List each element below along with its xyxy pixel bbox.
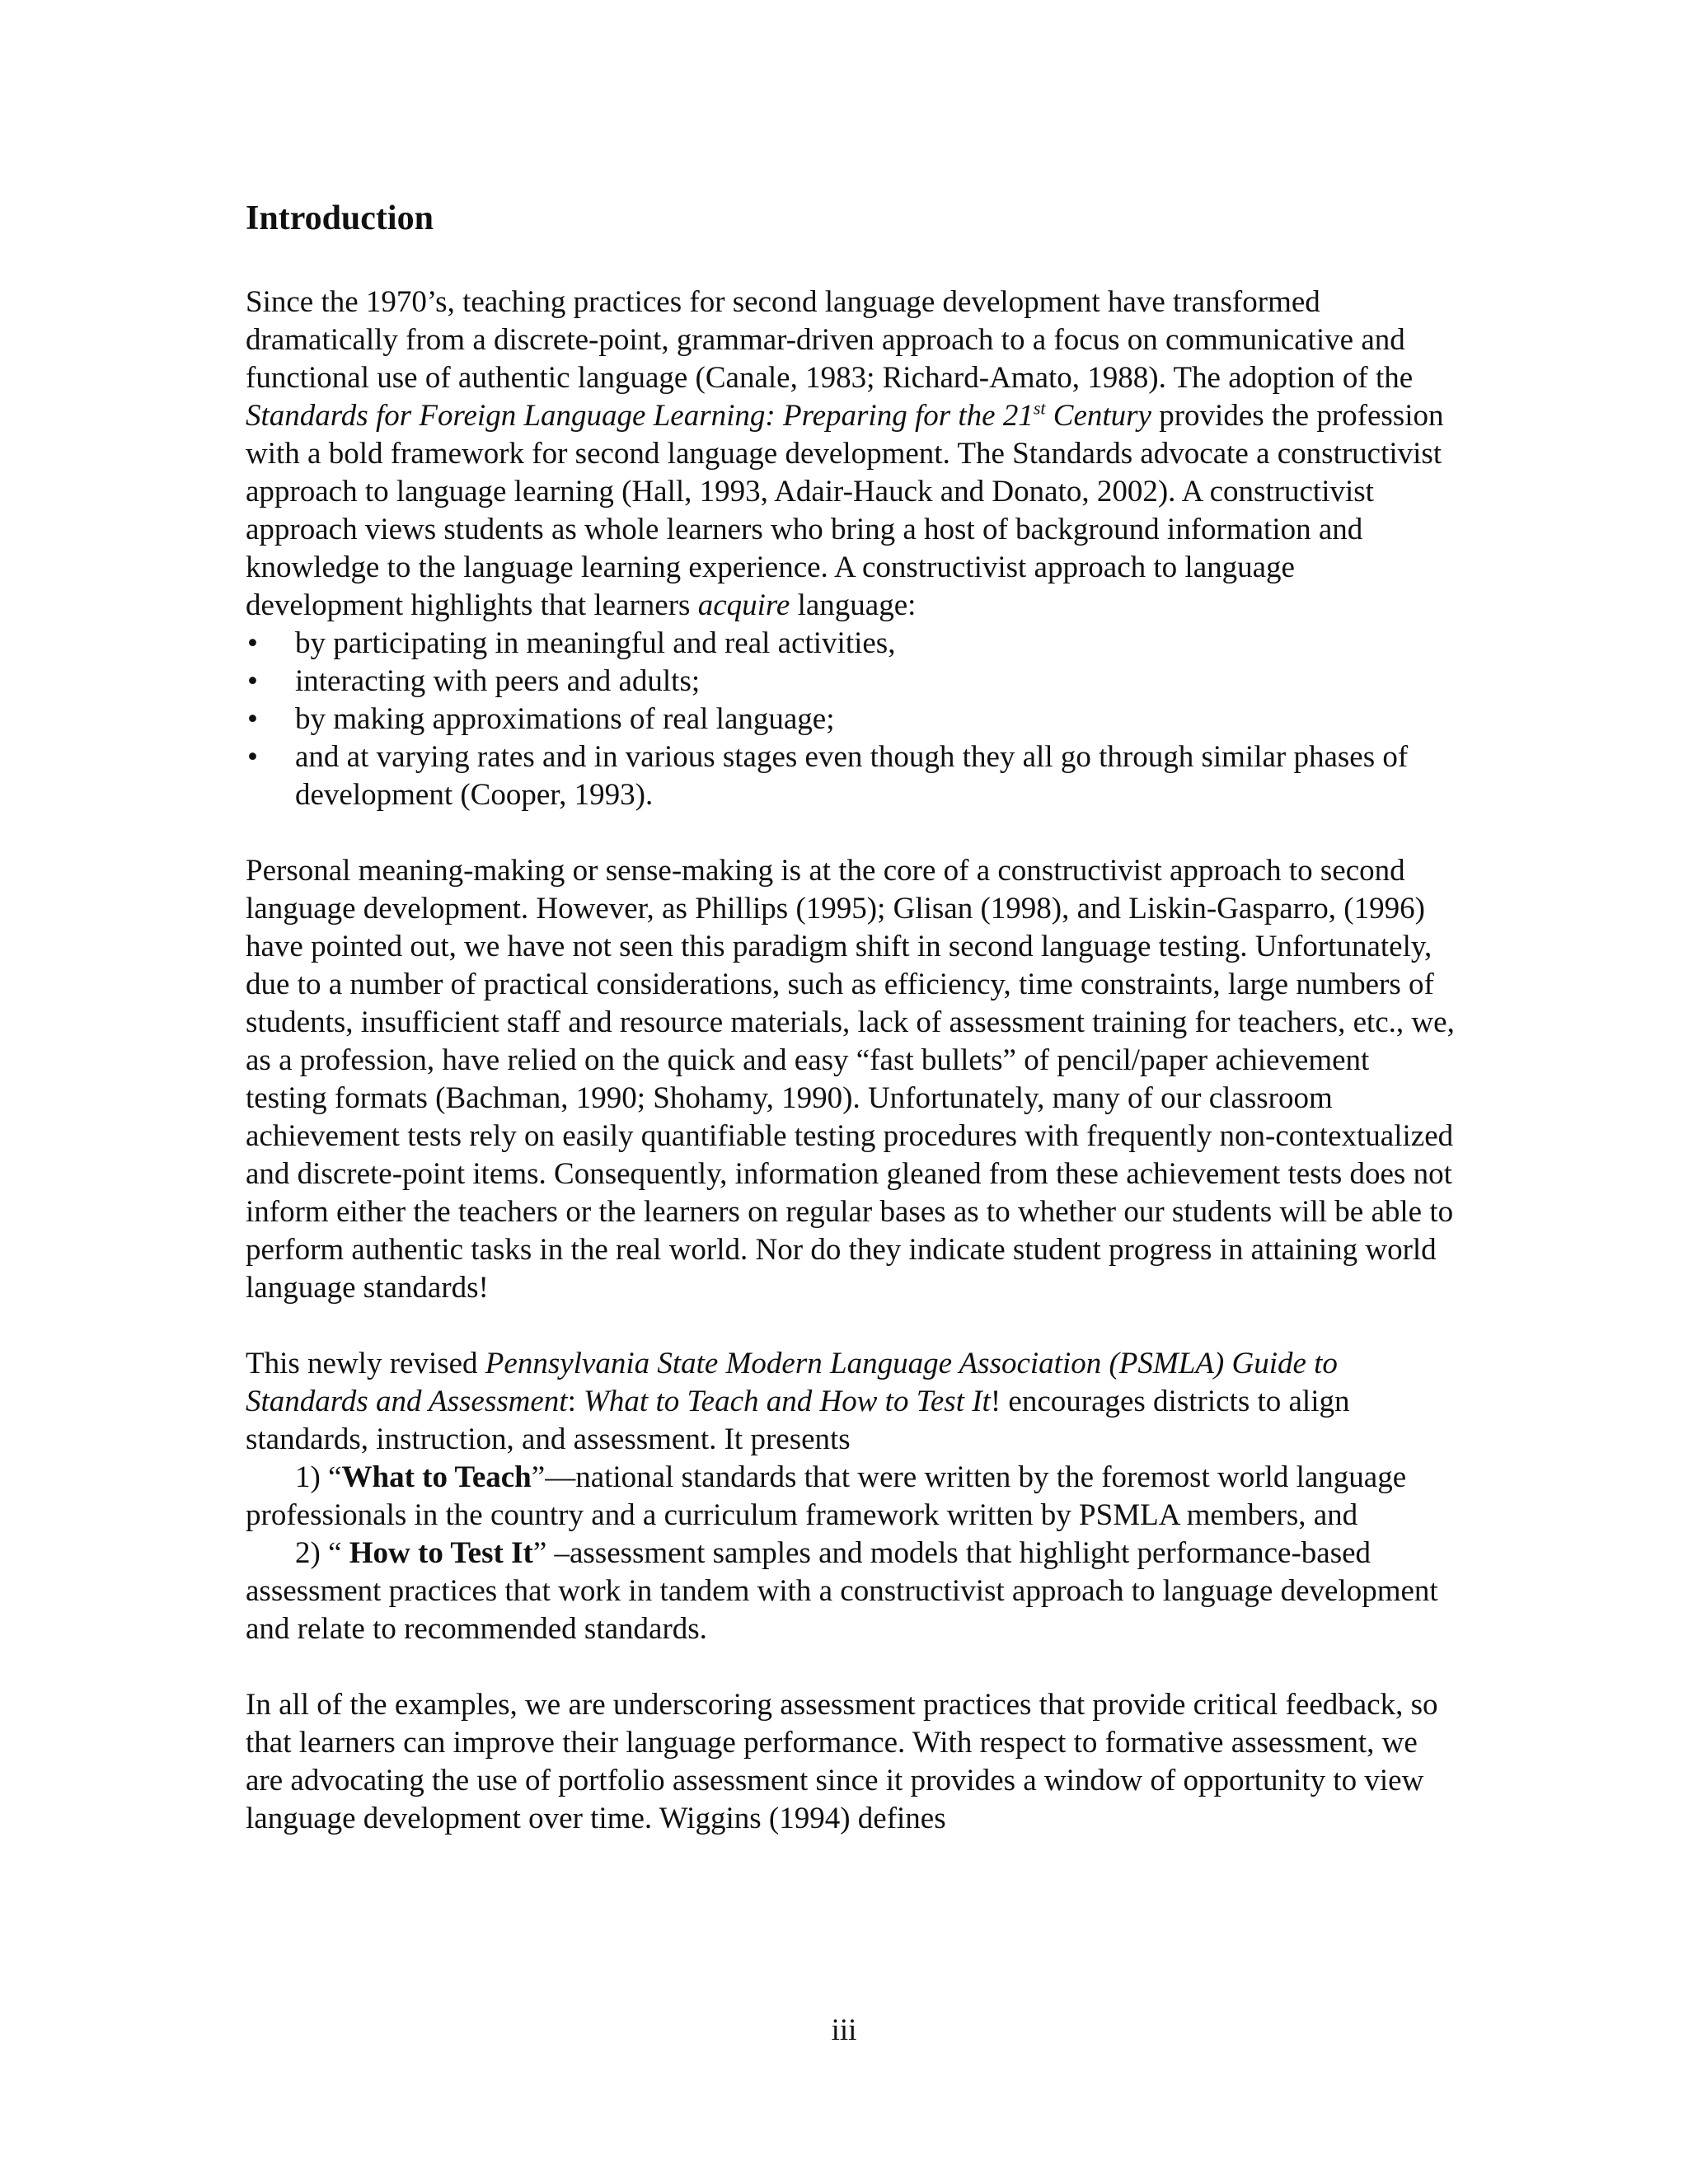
paragraph-intro-text-b: provides the profession with a bold framework for second language development. The Standards advocate a constructivist approach to language learning (Hall, 1993, Adair-Hauck and Donato, 2002). A constructivist approach views students as whole learners who bring a host of background information and knowledge to the language learning experience. A constructivist approach to language development highlights that learners: [246, 399, 1444, 623]
bullet-icon: •: [247, 702, 258, 737]
numbered-item-what-to-teach: 1) “What to Teach”—national standards that were written by the foremost world language professionals in the country and a curriculum framework written by PSMLA members, and: [246, 1460, 1407, 1533]
paragraph-portfolio: In all of the examples, we are underscoring assessment practices that provide critical feedback, so that learners can improve their language performance. With respect to formative assessment, we are advocating the use of portfolio assessment since it provides a window of opportunity to view language development over time. Wiggins (1994) defines: [246, 1688, 1438, 1836]
paragraph-psmla-guide: This newly revised Pennsylvania State Modern Language Association (PSMLA) Guide to Standards and Assessment: What to Teach and How to Test It! encourages districts to align standards, instruction, and assessment. It presents: [246, 1347, 1350, 1457]
paragraph-meaning-making: Personal meaning-making or sense-making is at the core of a constructivist approach to second language development. However, as Phillips (1995); Glisan (1998), and Liskin-Gasparro, (1996) have pointed out, we have not seen this paradigm shift in second language testing. Unfortunately, due to a number of practical considerations, such as efficiency, time constraints, large numbers of students, insufficient staff and resource materials, lack of assessment training for teachers, etc., we, as a profession, have relied on the quick and easy “fast bullets” of pencil/paper achievement testing formats (Bachman, 1990; Shohamy, 1990). Unfortunately, many of our classroom achievement tests rely on easily quantifiable testing procedures with frequently non-contextualized and discrete-point items. Consequently, information gleaned from these achievement tests does not inform either the teachers or the learners on regular bases as to whether our students will be able to perform authentic tasks in the real world. Nor do they indicate student progress in attaining world language standards!: [246, 854, 1455, 1305]
standards-title: Standards for Foreign Language Learning: Preparing for the 21st Century: [246, 398, 1151, 434]
paragraph-spacer: [246, 814, 1457, 852]
bullet-icon: •: [247, 664, 258, 699]
guide-title: Pennsylvania State Modern Language Association (PSMLA) Guide to Standards and Assessment: [246, 1347, 1338, 1419]
list-item: • by making approximations of real language;: [246, 701, 1457, 738]
page-number: iii: [831, 2013, 857, 2047]
guide-subtitle: What to Teach and How to Test It: [584, 1385, 991, 1419]
paragraph-spacer: [246, 1307, 1457, 1345]
page-title: Introduction: [246, 199, 434, 237]
list-item: • by participating in meaningful and real activities,: [246, 625, 1457, 663]
bullet-icon: •: [247, 626, 258, 661]
document-page: [246, 198, 1457, 1838]
list-item: • interacting with peers and adults;: [246, 663, 1457, 701]
paragraph-intro: [246, 284, 1457, 625]
emphasis-acquire: acquire: [697, 588, 790, 623]
bullet-list: [246, 625, 1457, 814]
paragraph-intro-text-a: Since the 1970’s, teaching practices for second language development have transformed dramatically from a discrete-point, grammar-driven approach to a focus on communicative and functional use of authentic language (Canale, 1983; Richard-Amato, 1988). The adoption of the: [246, 285, 1414, 396]
numbered-item-how-to-test: 2) “ How to Test It” –assessment samples and models that highlight performance-based assessment practices that work in tandem with a constructivist approach to language development and relate to recommended standards.: [246, 1536, 1438, 1647]
paragraph-spacer: [246, 1648, 1457, 1686]
bullet-icon: •: [247, 740, 258, 775]
list-item: • and at varying rates and in various stages even though they all go through similar phases of development (Cooper, 1993).: [247, 740, 1409, 813]
paragraph-intro-text-c: language:: [790, 588, 917, 623]
